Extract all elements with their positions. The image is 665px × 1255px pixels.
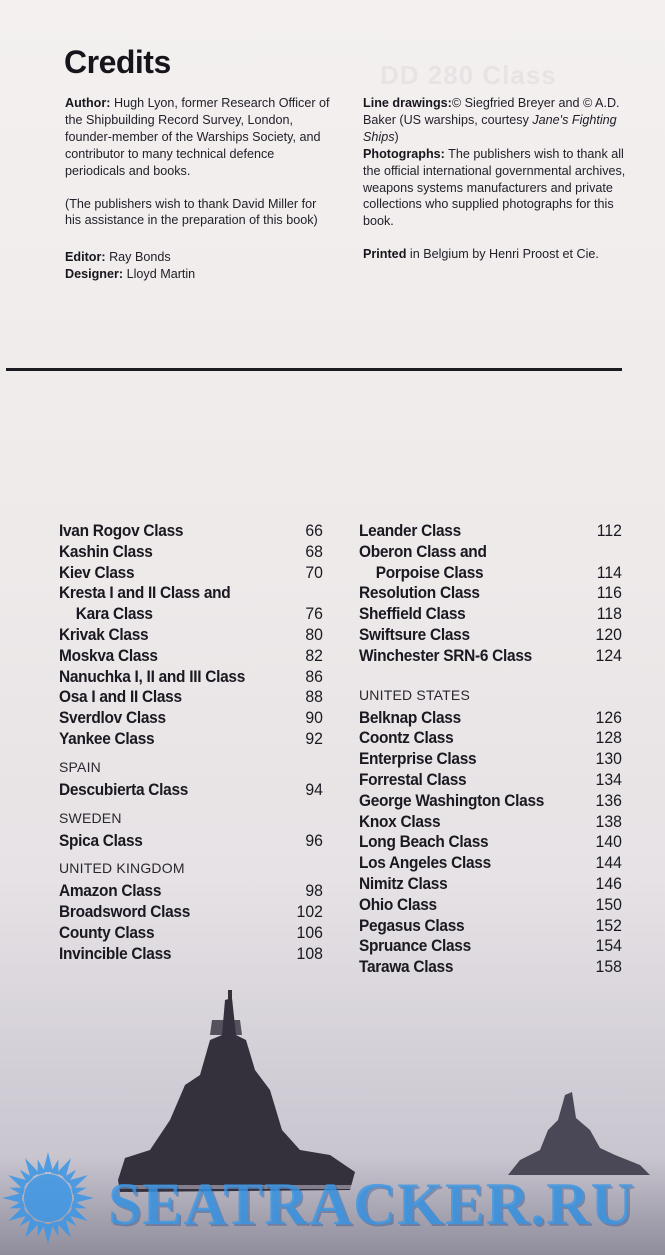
entry-title: Kiev Class [59,562,135,582]
entry-page-number: 96 [305,830,323,850]
entry-page-number: 66 [305,521,323,540]
contents-entry [359,708,622,729]
contents-entry [59,923,323,944]
entry-title: Invincible Class [59,943,172,963]
contents-entry [59,542,323,563]
contents-entry [359,957,622,978]
entry-title: Ohio Class [359,894,437,914]
entry-page-number: 82 [305,645,323,665]
entry-title: Sverdlov Class [59,708,166,728]
entry-title: Kara Class [75,604,153,624]
contents-entry [359,542,622,563]
page-title: Credits [64,44,171,80]
entry-title: Porpoise Class [375,562,484,582]
entry-page-number: 112 [596,521,622,540]
designer-credit [65,266,335,283]
entry-page-number: 80 [305,624,323,644]
entry-title: Coontz Class [359,728,454,748]
photographs-credit [363,146,638,231]
contents-entry [359,770,622,791]
section-heading-sweden: SWEDEN [59,809,122,826]
contents-entry [359,646,622,667]
designer-text: Lloyd Martin [123,267,196,282]
contents-entry [59,780,323,801]
entry-page-number: 144 [595,853,622,873]
entry-title: George Washington Class [359,790,545,810]
entry-page-number: 116 [596,583,622,603]
entry-page-number: 102 [296,902,323,922]
contents-entry [59,563,323,584]
contents-entry [59,944,323,965]
entry-title: Moskva Class [59,645,158,665]
contents-entry [359,936,622,957]
entry-page-number: 98 [305,881,323,901]
entry-title: Oberon Class and [359,541,487,561]
entry-page-number: 158 [595,957,622,977]
bleed-through-text: DD 280 Class [380,60,557,90]
editor-label: Editor: [65,250,106,265]
entry-page-number: 152 [595,915,622,935]
contents-right-column [359,521,622,978]
contents-entry [359,563,622,584]
entry-page-number: 120 [595,624,622,644]
entry-title: Leander Class [359,521,461,540]
entry-title: Nanuchka I, II and III Class [59,666,246,686]
contents-left-column [59,521,323,965]
printed-text: in Belgium by Henri Proost et Cie. [406,247,599,262]
contents-entry [59,604,323,625]
printed-credit [363,246,638,263]
contents-entry [359,521,622,542]
photographs-text: The publishers wish to thank all the official international governmental archives, weapons systems manufacturers and private collections who supplied photographs for this book. [363,146,626,229]
entry-title: Winchester SRN-6 Class [359,645,532,665]
contents-entry [359,749,622,770]
entry-title: Sheffield Class [359,604,466,624]
line-drawings-text: © Siegfried Breyer and © A.D. Baker (US warships, courtesy [363,96,620,127]
contents-entry [359,812,622,833]
entry-page-number: 118 [596,604,622,624]
editor-credit [65,249,335,266]
entry-page-number: 154 [595,936,622,956]
janes-title: Jane's Fighting Ships [363,112,617,144]
entry-page-number: 150 [595,894,622,914]
entry-title: Spica Class [59,830,143,850]
credits-left-column [65,95,335,283]
contents-entry [59,625,323,646]
contents-entry [359,916,622,937]
entry-page-number: 76 [305,604,323,624]
entry-page-number: 90 [305,708,323,728]
entry-page-number: 124 [595,645,622,665]
entry-title: County Class [59,922,155,942]
divider-rule [6,368,622,371]
entry-page-number: 108 [296,943,323,963]
contents-entry [59,902,323,923]
entry-title: Long Beach Class [359,832,489,852]
entry-page-number: 134 [595,769,622,789]
line-drawings-credit [363,95,638,146]
contents-entry [359,895,622,916]
watermark-text: SEATRACKER.RU [108,1171,635,1237]
entry-page-number: 94 [305,779,323,799]
entry-title: Swiftsure Class [359,624,470,644]
contents-entry [59,708,323,729]
entry-title: Descubierta Class [59,779,189,799]
entry-page-number: 128 [595,728,622,748]
author-label: Author: [65,96,111,110]
entry-title: Nimitz Class [359,873,448,893]
entry-title: Belknap Class [359,707,461,727]
designer-label: Designer: [65,267,124,282]
section-heading-uk: UNITED KINGDOM [59,860,185,877]
thanks-note: (The publishers wish to thank David Miller for his assistance in the preparation of this book) [65,196,318,228]
entry-title: Broadsword Class [59,902,191,922]
entry-page-number: 140 [595,832,622,852]
entry-title: Los Angeles Class [359,853,491,873]
contents-entry [359,791,622,812]
entry-title: Forrestal Class [359,769,467,789]
author-credit [65,95,335,180]
entry-title: Krivak Class [59,624,149,644]
entry-title: Amazon Class [59,881,162,901]
contents-entry [359,604,622,625]
contents-entry [59,729,323,750]
contents-entry [59,881,323,902]
contents-entry [359,853,622,874]
entry-page-number: 126 [595,707,622,727]
printed-label: Printed [363,247,407,262]
entry-page-number: 130 [595,749,622,769]
entry-page-number: 136 [595,790,622,810]
line-drawings-label: Line drawings: [363,96,452,110]
entry-title: Enterprise Class [359,749,477,769]
contents-entry [359,625,622,646]
entry-page-number: 68 [305,541,323,561]
entry-title: Kresta I and II Class and [59,583,231,603]
entry-title: Spruance Class [359,936,471,956]
contents-entry [59,831,323,852]
entry-page-number: 146 [595,873,622,893]
contents-entry [59,667,323,688]
contents-entry [59,646,323,667]
contents-entry [359,728,622,749]
contents-entry [59,687,323,708]
contents-entry [359,832,622,853]
entry-title: Yankee Class [59,728,155,748]
entry-page-number: 70 [305,562,323,582]
entry-page-number: 106 [296,922,323,942]
entry-page-number: 92 [305,728,323,748]
entry-title: Tarawa Class [359,957,454,977]
section-heading-spain: SPAIN [59,758,101,775]
contents-entry [359,874,622,895]
entry-title: Knox Class [359,811,441,831]
section-heading-us: UNITED STATES [359,686,470,703]
contents-entry [359,583,622,604]
editor-text: Ray Bonds [105,250,171,265]
credits-right-column [363,95,638,263]
entry-page-number: 88 [305,687,323,707]
author-text: Hugh Lyon, former Research Officer of the Shipbuilding Record Survey, London, founder-member of the Warships Society, and contributor to many technical defence periodicals and books. [65,96,330,178]
line-drawings-close: ) [394,129,399,144]
entry-title: Kashin Class [59,541,153,561]
entry-title: Resolution Class [359,583,480,603]
photographs-label: Photographs: [363,146,445,161]
contents-entry [59,521,323,542]
contents-entry [59,583,323,604]
entry-title: Ivan Rogov Class [59,521,184,540]
entry-title: Osa I and II Class [59,687,182,707]
entry-title: Pegasus Class [359,915,465,935]
entry-page-number: 86 [305,666,323,686]
entry-page-number: 114 [596,562,622,582]
entry-page-number: 138 [595,811,622,831]
